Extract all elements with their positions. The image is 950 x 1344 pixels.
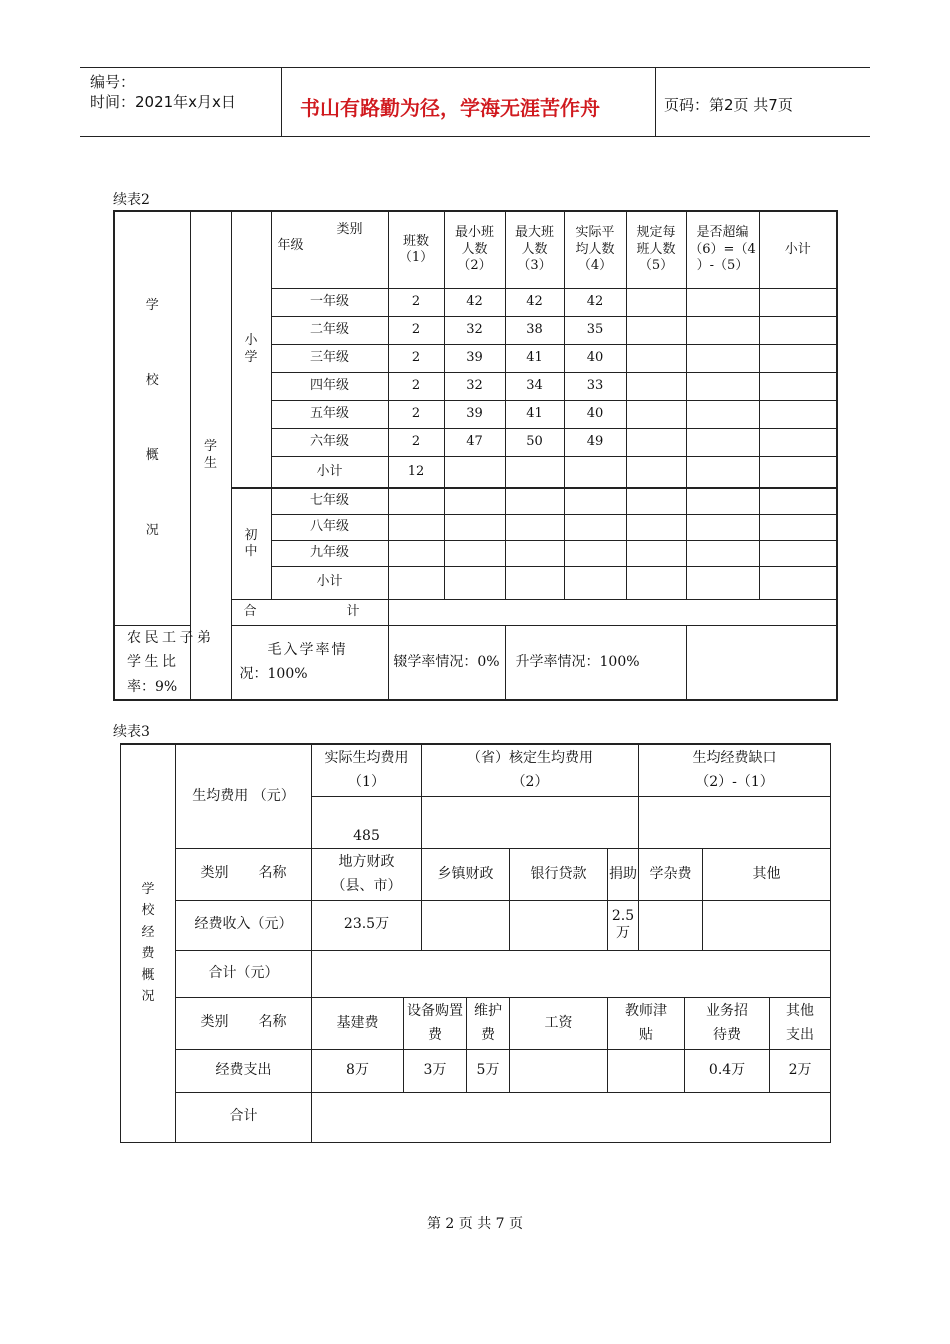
per-student-label: 生均费用 （元）: [176, 744, 312, 848]
value-cell: 41: [505, 344, 564, 372]
funding-gap-header-line: 生均经费缺口: [692, 749, 777, 766]
expense-category-label: [176, 997, 312, 1049]
value-cell: [759, 372, 837, 400]
value-cell: 41: [505, 400, 564, 428]
section-label-students-line: 学: [203, 439, 217, 455]
value-cell: [505, 566, 564, 599]
column-header-line: 最大班: [514, 225, 554, 241]
expense-value: 3万: [404, 1049, 467, 1092]
value-cell: 2: [388, 344, 444, 372]
section-label-funding-line: 概: [141, 967, 155, 983]
grade-label: 小计: [271, 456, 388, 488]
income-column-header-line: 学杂费: [649, 865, 692, 882]
expense-value: 2万: [770, 1049, 831, 1092]
value-cell: [444, 456, 505, 488]
column-header-line: （1）: [398, 249, 434, 265]
grade-label: 九年级: [271, 540, 388, 566]
approved-cost-value: [422, 796, 639, 848]
value-cell: [686, 540, 759, 566]
diag-bottom-label: 年级: [277, 238, 304, 253]
value-cell: [686, 488, 759, 514]
column-header-line: （5）: [638, 257, 674, 273]
expense-column-header: [770, 997, 831, 1049]
value-cell: [388, 566, 444, 599]
actual-cost-header-line: （1）: [348, 774, 385, 791]
value-cell: [759, 428, 837, 456]
funding-gap-header-line: （2）-（1）: [695, 774, 774, 791]
value-cell: [626, 288, 686, 316]
income-column-header: [639, 848, 703, 900]
table2-rates-row: [114, 625, 837, 700]
expense-value: 8万: [312, 1049, 404, 1092]
section-label-primary: [231, 211, 271, 488]
section-label-primary-line: 学: [244, 349, 258, 365]
income-column-header: [312, 848, 422, 900]
section-label-school-overview-line: 校: [145, 373, 159, 389]
column-header-line: （3）: [517, 257, 552, 273]
value-cell: [626, 428, 686, 456]
value-cell: [388, 488, 444, 514]
diagonal-header-cell: [271, 211, 388, 288]
expense-column-header-line: 工资: [544, 1014, 573, 1031]
table2-header-row: [114, 211, 837, 288]
grade-label: 八年级: [271, 514, 388, 540]
value-cell: [626, 540, 686, 566]
value-cell: [505, 456, 564, 488]
section-label-junior-line: 初: [244, 527, 258, 543]
value-cell: 42: [564, 288, 626, 316]
enroll-line2: 况：100%: [239, 666, 308, 683]
expense-column-header: [685, 997, 770, 1049]
value-cell: [759, 488, 837, 514]
value-cell: 12: [388, 456, 444, 488]
column-header-line: 小计: [784, 241, 811, 257]
dropout-rate: 辍学率情况：0%: [388, 625, 505, 700]
column-header-line: （4）: [577, 257, 613, 273]
income-column-header-line: 其他: [752, 865, 781, 882]
column-header-line: ）-（5）: [696, 257, 749, 273]
value-cell: 2: [388, 288, 444, 316]
promotion-rate: 升学率情况：100%: [505, 625, 686, 700]
expense-column-header: [404, 997, 467, 1049]
column-header-line: 人数: [461, 241, 488, 257]
column-header-line: 实际平: [575, 225, 615, 241]
value-cell: [686, 316, 759, 344]
expense-column-header: [608, 997, 685, 1049]
section-label-funding-line: 校: [141, 903, 155, 919]
grade-label: 六年级: [271, 428, 388, 456]
expense-column-header-line: 贴: [639, 1027, 654, 1043]
value-cell: [759, 514, 837, 540]
value-cell: [686, 372, 759, 400]
income-value: [639, 900, 703, 950]
value-cell: [759, 540, 837, 566]
diag-top-label: 类别: [336, 222, 363, 237]
value-cell: [626, 456, 686, 488]
value-cell: 42: [444, 288, 505, 316]
value-cell: 33: [564, 372, 626, 400]
expense-column-header-line: 其他: [786, 1002, 815, 1019]
header-bottom-rule: [80, 136, 870, 137]
income-total-value: [312, 950, 831, 997]
section-label-junior-line: 中: [244, 543, 258, 559]
column-header-line: 是否超编: [696, 225, 749, 241]
grade-label: 一年级: [271, 288, 388, 316]
header-divider-2: [655, 67, 656, 137]
grade-label: 二年级: [271, 316, 388, 344]
expense-row-label: 经费支出: [176, 1049, 312, 1092]
category-word: 类别: [200, 865, 229, 882]
value-cell: [626, 514, 686, 540]
income-total-row: [121, 950, 831, 997]
value-cell: [388, 540, 444, 566]
total-right: 计: [346, 603, 360, 619]
school-funding-table: [120, 743, 831, 1143]
value-cell: [686, 400, 759, 428]
grade-label: 四年级: [271, 372, 388, 400]
value-cell: [759, 456, 837, 488]
expense-column-header-line: 费: [428, 1027, 442, 1043]
value-cell: 2: [388, 400, 444, 428]
value-cell: 40: [564, 400, 626, 428]
income-column-header-line: 乡镇财政: [437, 865, 494, 882]
income-values-row: [121, 900, 831, 950]
expense-value: [608, 1049, 685, 1092]
section-label-funding-line: 学: [141, 881, 155, 897]
header-top-rule: [80, 67, 870, 68]
income-value: [422, 900, 510, 950]
column-header: [759, 211, 837, 288]
value-cell: [564, 566, 626, 599]
expense-header-row: [121, 997, 831, 1049]
approved-cost-header: [422, 744, 639, 796]
value-cell: 32: [444, 372, 505, 400]
name-word: 名称: [258, 865, 287, 882]
column-header: [626, 211, 686, 288]
value-cell: [686, 288, 759, 316]
document-time: 时间：2021年x月x日: [90, 93, 236, 111]
expense-column-header-line: 待费: [713, 1027, 742, 1043]
value-cell: [564, 540, 626, 566]
value-cell: [564, 514, 626, 540]
income-value: [510, 900, 608, 950]
section-label-junior: [231, 488, 271, 599]
income-column-header-line: 地方财政: [338, 853, 395, 870]
footer-page-number: 第 2 页 共 7 页: [426, 1216, 524, 1232]
migrant-line2: 率：9%: [127, 678, 178, 695]
value-cell: 38: [505, 316, 564, 344]
expense-column-header-line: 支出: [786, 1027, 815, 1043]
value-cell: [759, 400, 837, 428]
value-cell: [444, 488, 505, 514]
header-motto: 书山有路勤为径，学海无涯苦作舟: [300, 96, 600, 120]
category-word: 类别: [200, 1014, 229, 1031]
value-cell: [444, 566, 505, 599]
section-label-school-overview-line: 学: [145, 298, 159, 314]
funding-gap-header: [639, 744, 831, 796]
income-row-label: 经费收入（元）: [176, 900, 312, 950]
value-cell: 47: [444, 428, 505, 456]
value-cell: [626, 344, 686, 372]
value-cell: 39: [444, 400, 505, 428]
value-cell: [626, 316, 686, 344]
actual-cost-value: 485: [312, 796, 422, 848]
value-cell: [626, 372, 686, 400]
income-value: 2.5万: [608, 900, 639, 950]
income-column-header: [608, 848, 639, 900]
column-header-line: 最小班: [454, 225, 494, 241]
section-label-funding: [121, 744, 176, 1142]
value-cell: 50: [505, 428, 564, 456]
approved-cost-header-line: （2）: [511, 774, 549, 791]
income-header-row: [121, 848, 831, 900]
section-label-funding-line: 经: [141, 924, 155, 940]
approved-cost-header-line: （省）核定生均费用: [467, 749, 594, 766]
value-cell: [505, 514, 564, 540]
column-header-line: （2）: [457, 257, 492, 273]
funding-per-student-header: [121, 744, 831, 796]
column-header-line: 规定每: [636, 225, 676, 241]
grade-label: 七年级: [271, 488, 388, 514]
section-label-primary-line: 小: [244, 333, 258, 349]
section-label-school-overview-line: 概: [145, 448, 159, 464]
expense-value: 5万: [467, 1049, 510, 1092]
value-cell: [686, 344, 759, 372]
funding-gap-value: [639, 796, 831, 848]
enroll-line1: 毛入学率情: [267, 641, 348, 658]
value-cell: [444, 514, 505, 540]
income-total-label: 合计（元）: [176, 950, 312, 997]
value-cell: [564, 456, 626, 488]
income-category-label: [176, 848, 312, 900]
section-label-students-line: 生: [203, 455, 217, 471]
expense-value: 0.4万: [685, 1049, 770, 1092]
value-cell: [759, 316, 837, 344]
section-label-funding-line: 况: [141, 989, 155, 1005]
column-header: [686, 211, 759, 288]
value-cell: [388, 514, 444, 540]
table2-caption: 续表2: [113, 192, 150, 208]
value-cell: 40: [564, 344, 626, 372]
value-cell: [686, 456, 759, 488]
value-cell: [564, 488, 626, 514]
column-header-line: 人数: [521, 241, 548, 257]
income-column-header: [510, 848, 608, 900]
section-label-school-overview-line: 况: [145, 523, 159, 539]
header-divider-1: [281, 67, 282, 137]
value-cell: [759, 566, 837, 599]
expense-column-header-line: 费: [481, 1027, 495, 1043]
grade-label: 三年级: [271, 344, 388, 372]
value-cell: [626, 400, 686, 428]
column-header: [388, 211, 444, 288]
income-column-header: [703, 848, 831, 900]
expense-total-label: 合计: [176, 1092, 312, 1142]
column-header-line: 班数: [402, 233, 429, 249]
section-label-funding-line: 费: [141, 946, 155, 962]
column-header: [564, 211, 626, 288]
section-label-school-overview: [114, 211, 190, 625]
value-cell: [686, 514, 759, 540]
migrant-line1: 农民工子弟学生比: [127, 629, 215, 670]
column-header: [505, 211, 564, 288]
value-cell: 34: [505, 372, 564, 400]
value-cell: 32: [444, 316, 505, 344]
enroll-rate: [231, 625, 388, 700]
column-header-line: 均人数: [575, 241, 615, 257]
value-cell: [505, 488, 564, 514]
income-value: [703, 900, 831, 950]
expense-column-header: [510, 997, 608, 1049]
table3-caption: 续表3: [113, 724, 150, 740]
value-cell: [505, 540, 564, 566]
column-header: [444, 211, 505, 288]
value-cell: [626, 566, 686, 599]
total-value: [388, 599, 837, 625]
expense-total-value: [312, 1092, 831, 1142]
actual-cost-header-line: 实际生均费用: [324, 749, 409, 766]
name-word: 名称: [258, 1014, 287, 1031]
value-cell: [686, 566, 759, 599]
expense-column-header-line: 业务招: [706, 1002, 749, 1019]
expense-column-header-line: 设备购置: [407, 1002, 463, 1019]
column-header-line: 班人数: [636, 241, 676, 257]
value-cell: [759, 288, 837, 316]
actual-cost-header: [312, 744, 422, 796]
grade-label: 小计: [271, 566, 388, 599]
value-cell: [759, 344, 837, 372]
income-value: 23.5万: [312, 900, 422, 950]
value-cell: 39: [444, 344, 505, 372]
expense-column-header-line: 基建费: [336, 1014, 379, 1031]
migrant-ratio: [114, 625, 231, 700]
expense-column-header: [467, 997, 510, 1049]
value-cell: 42: [505, 288, 564, 316]
document-number: 编号：: [90, 73, 136, 91]
income-column-header-line: 银行贷款: [530, 865, 587, 882]
school-overview-table: [113, 210, 838, 701]
value-cell: 2: [388, 316, 444, 344]
value-cell: 35: [564, 316, 626, 344]
value-cell: [626, 488, 686, 514]
value-cell: 2: [388, 428, 444, 456]
total-label: [231, 599, 388, 625]
value-cell: 2: [388, 372, 444, 400]
expense-values-row: [121, 1049, 831, 1092]
value-cell: [444, 540, 505, 566]
expense-column-header-line: 维护: [474, 1002, 502, 1019]
expense-value: [510, 1049, 608, 1092]
income-column-header-line: 捐助: [609, 865, 638, 882]
expense-total-row: [121, 1092, 831, 1142]
value-cell: 49: [564, 428, 626, 456]
total-left: 合: [243, 603, 257, 619]
expense-column-header: [312, 997, 404, 1049]
income-column-header: [422, 848, 510, 900]
header-page-number: 页码：第2页 共7页: [664, 96, 793, 114]
income-column-header-line: （县、市）: [331, 878, 402, 894]
column-header-line: （6）=（4: [689, 241, 756, 257]
value-cell: [686, 428, 759, 456]
grade-label: 五年级: [271, 400, 388, 428]
expense-column-header-line: 教师津: [625, 1002, 668, 1019]
